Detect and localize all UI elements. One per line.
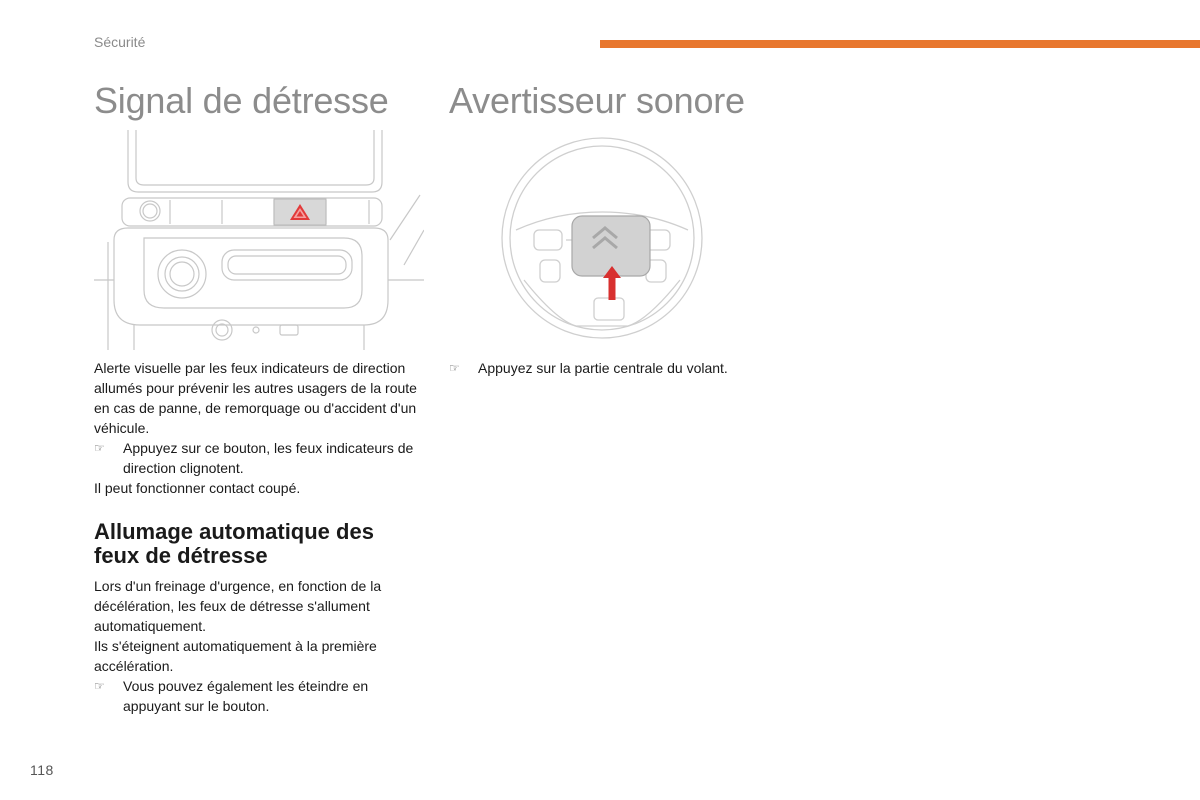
- hand-pointer-icon: ☞: [94, 441, 105, 455]
- auto-hazard-text: [94, 576, 424, 716]
- page-title-horn: Avertisseur sonore: [449, 80, 745, 121]
- section-label: Sécurité: [94, 34, 146, 50]
- steering-wheel-illustration: [496, 130, 708, 350]
- hand-pointer-icon: ☞: [449, 361, 460, 375]
- note-paragraph: Il peut fonctionner contact coupé.: [94, 480, 301, 496]
- list-item: [94, 676, 424, 716]
- page-title-hazard: Signal de détresse: [94, 80, 389, 121]
- hand-pointer-icon: ☞: [94, 679, 105, 693]
- bullet-text: Appuyez sur la partie centrale du volant.: [478, 360, 728, 376]
- bullet-text: Appuyez sur ce bouton, les feux indicateurs de direction clignotent.: [123, 440, 414, 476]
- list-item: [94, 438, 424, 478]
- bullet-text: Vous pouvez également les éteindre en appuyant sur le bouton.: [123, 678, 369, 714]
- auto-paragraph-1: Lors d'un freinage d'urgence, en fonction de la décélération, les feux de détresse s'allument automatiquement.: [94, 578, 382, 634]
- auto-paragraph-2: Ils s'éteignent automatiquement à la première accélération.: [94, 638, 377, 674]
- right-column-text: [449, 358, 809, 378]
- section-accent-bar: [600, 40, 1200, 48]
- left-column-text: [94, 358, 424, 498]
- list-item: [449, 358, 809, 378]
- page-number: 118: [30, 762, 54, 778]
- intro-paragraph: Alerte visuelle par les feux indicateurs de direction allumés pour prévenir les autres usagers de la route en cas de panne, de remorquage ou d'accident d'un véhicule.: [94, 360, 417, 436]
- subheading-auto-hazard: Allumage automatique des feux de détresse: [94, 519, 374, 568]
- dashboard-illustration: [94, 130, 424, 350]
